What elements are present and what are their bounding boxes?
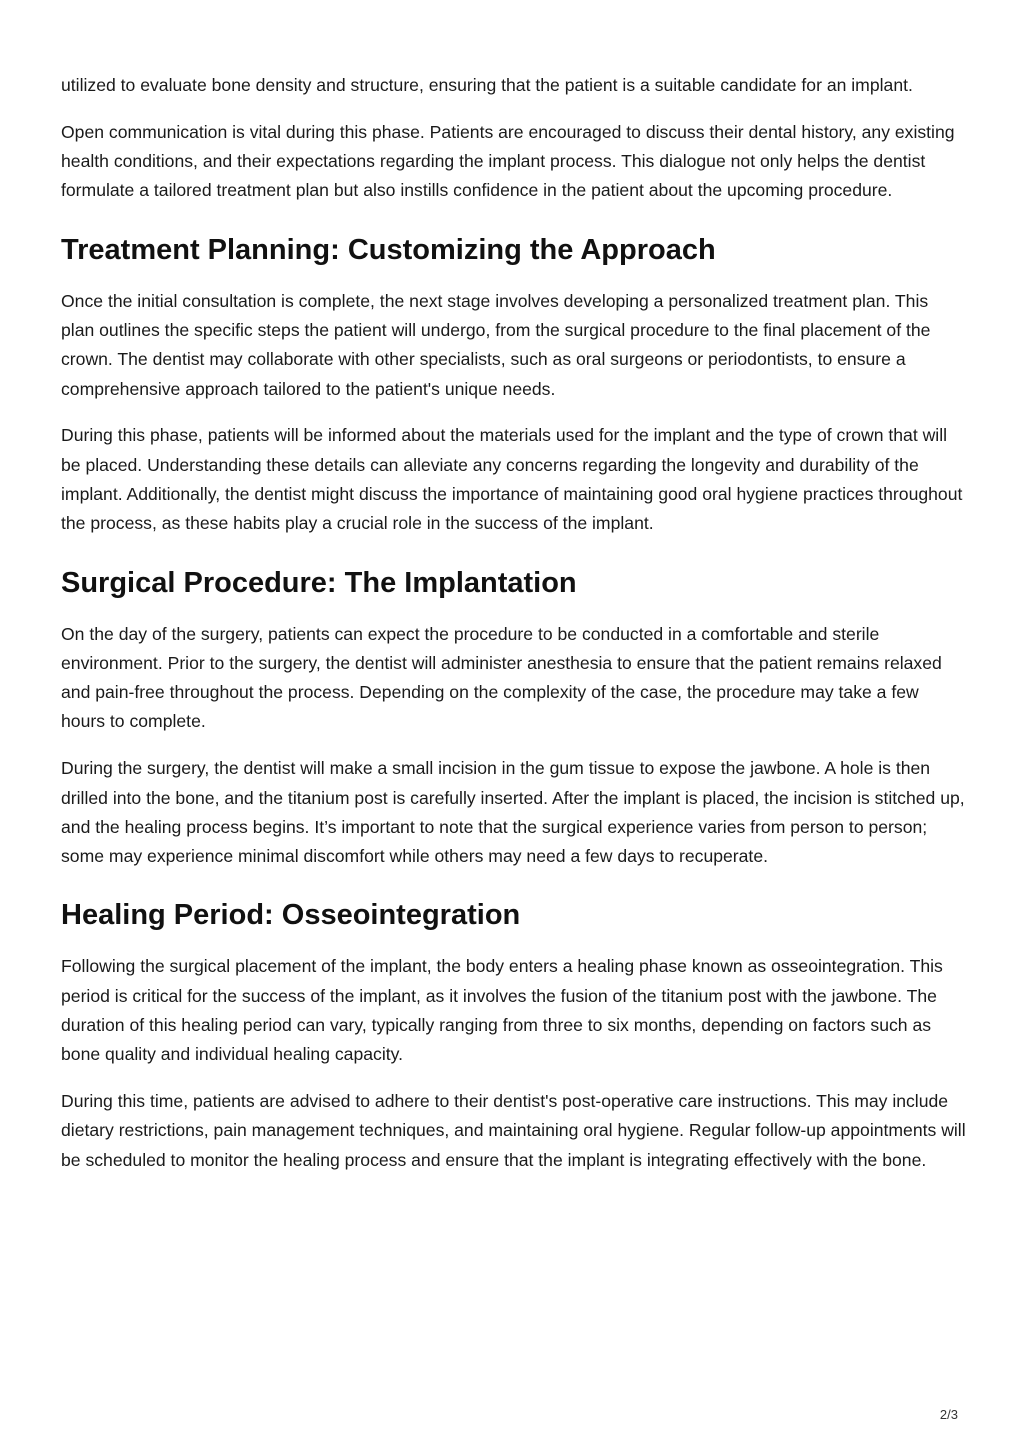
surgical-procedure-paragraph-2: During the surgery, the dentist will make a small incision in the gum tissue to expose the jawbone. A hole is then drilled into the bone, and the titanium post is carefully inserted. After the implant is placed, the incision is stitched up, and the healing process begins. It’s important to note that the surgical experience varies from person to person; some may experience minimal discomfort while others may need a few days to recuperate. — [61, 758, 965, 867]
section-heading-treatment-planning: Treatment Planning: Customizing the Approach — [61, 233, 716, 266]
treatment-planning-paragraph-1: Once the initial consultation is complete, the next stage involves developing a personalized treatment plan. This plan outlines the specific steps the patient will undergo, from the surgical procedure to the final placement of the crown. The dentist may collaborate with other specialists, such as oral surgeons or periodontists, to ensure a comprehensive approach tailored to the patient's unique needs. — [61, 290, 931, 399]
section-heading-surgical-procedure: Surgical Procedure: The Implantation — [61, 566, 577, 599]
healing-period-paragraph-2: During this time, patients are advised to adhere to their dentist's post-operative care instructions. This may include dietary restrictions, pain management techniques, and maintaining oral hygiene. Regular follow-up appointments will be scheduled to monitor the healing process and ensure that the implant is integrating effectively with the bone. — [61, 1091, 966, 1170]
page-number: 2/3 — [939, 1407, 958, 1422]
intro-paragraph-1: utilized to evaluate bone density and structure, ensuring that the patient is a suitable candidate for an implant. — [61, 75, 913, 95]
section-heading-healing-period: Healing Period: Osseointegration — [61, 899, 521, 932]
treatment-planning-paragraph-2: During this phase, patients will be informed about the materials used for the implant and the type of crown that will be placed. Understanding these details can alleviate any concerns regarding the longevity and durability of the implant. Additionally, the dentist might discuss the importance of maintaining good oral hygiene practices throughout the process, as these habits play a crucial role in the success of the implant. — [61, 425, 963, 534]
surgical-procedure-paragraph-1: On the day of the surgery, patients can expect the procedure to be conducted in a comfortable and sterile environment. Prior to the surgery, the dentist will administer anesthesia to ensure that the patient remains relaxed and pain-free throughout the process. Depending on the complexity of the case, the procedure may take a few hours to complete. — [61, 623, 942, 732]
healing-period-paragraph-1: Following the surgical placement of the implant, the body enters a healing phase known as osseointegration. This period is critical for the success of the implant, as it involves the fusion of the titanium post with the jawbone. The duration of this healing period can vary, typically ranging from three to six months, depending on factors such as bone quality and individual healing capacity. — [61, 956, 943, 1065]
document-page — [61, 71, 966, 1193]
intro-paragraph-2: Open communication is vital during this phase. Patients are encouraged to discuss their dental history, any existing health conditions, and their expectations regarding the implant process. This dialogue not only helps the dentist formulate a tailored treatment plan but also instills confidence in the patient about the upcoming procedure. — [61, 121, 955, 201]
